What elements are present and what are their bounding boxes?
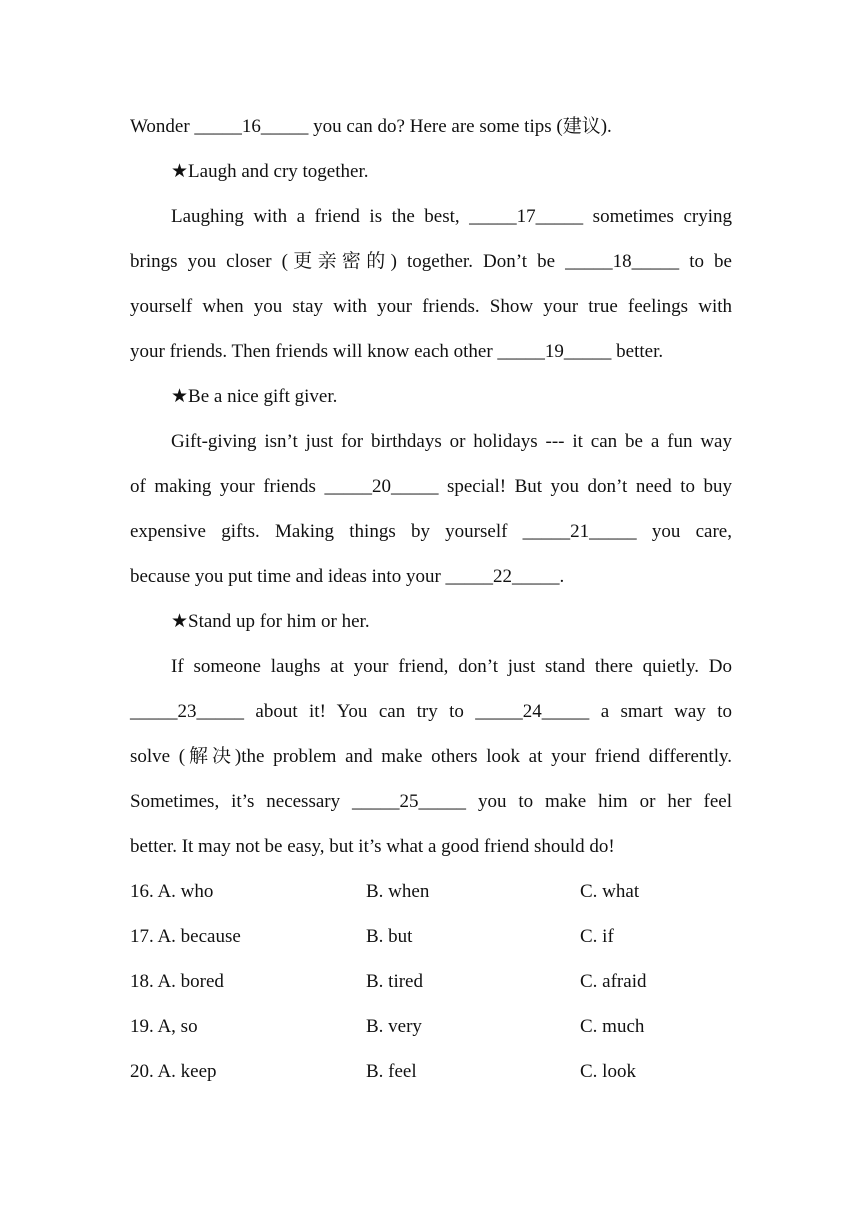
option-b: B. when [366, 881, 430, 902]
passage-line: solve (解决)the problem and make others look at your friend differently. [130, 746, 732, 767]
option-c: C. what [580, 881, 640, 902]
option-c: C. afraid [580, 971, 647, 992]
passage-line: Sometimes, it’s necessary _____25_____ you to make him or her feel [130, 791, 732, 812]
passage-line: of making your friends _____20_____ special! But you don’t need to buy [130, 476, 732, 497]
passage-line: Wonder _____16_____ you can do? Here are some tips (建议). [130, 116, 612, 137]
passage-line: your friends. Then friends will know each other _____19_____ better. [130, 341, 664, 362]
passage-line: Laughing with a friend is the best, _____17_____ sometimes crying [171, 206, 732, 227]
passage-line: brings you closer (更亲密的) together. Don’t be _____18_____ to be [130, 251, 732, 272]
option-row-16 [130, 869, 732, 914]
option-row-18 [130, 959, 732, 1004]
option-b: B. but [366, 926, 413, 947]
passage-line: expensive gifts. Making things by yourself _____21_____ you care, [130, 521, 732, 542]
option-b: B. very [366, 1016, 422, 1037]
option-b: B. tired [366, 971, 423, 992]
passage-line: _____23_____ about it! You can try to _____24_____ a smart way to [130, 701, 732, 722]
option-a: 19. A, so [130, 1016, 198, 1037]
option-row-20 [130, 1049, 732, 1094]
option-a: 16. A. who [130, 881, 214, 902]
passage-line: If someone laughs at your friend, don’t just stand there quietly. Do [171, 656, 732, 677]
passage-line: Gift-giving isn’t just for birthdays or holidays --- it can be a fun way [171, 431, 732, 452]
passage-line: because you put time and ideas into your _____22_____. [130, 566, 565, 587]
option-a: 20. A. keep [130, 1061, 217, 1082]
passage-line: better. It may not be easy, but it’s what a good friend should do! [130, 836, 615, 857]
passage-line: yourself when you stay with your friends. Show your true feelings with [130, 296, 732, 317]
option-b: B. feel [366, 1061, 417, 1082]
answer-options [130, 869, 732, 1094]
tip-heading-stand-up: ★Stand up for him or her. [171, 611, 370, 632]
option-row-19 [130, 1004, 732, 1049]
document-page [130, 104, 732, 1094]
option-a: 17. A. because [130, 926, 241, 947]
option-c: C. if [580, 926, 614, 947]
option-c: C. much [580, 1016, 645, 1037]
option-c: C. look [580, 1061, 636, 1082]
option-row-17 [130, 914, 732, 959]
option-a: 18. A. bored [130, 971, 224, 992]
tip-heading-gift: ★Be a nice gift giver. [171, 386, 338, 407]
tip-heading-laugh: ★Laugh and cry together. [171, 161, 369, 182]
